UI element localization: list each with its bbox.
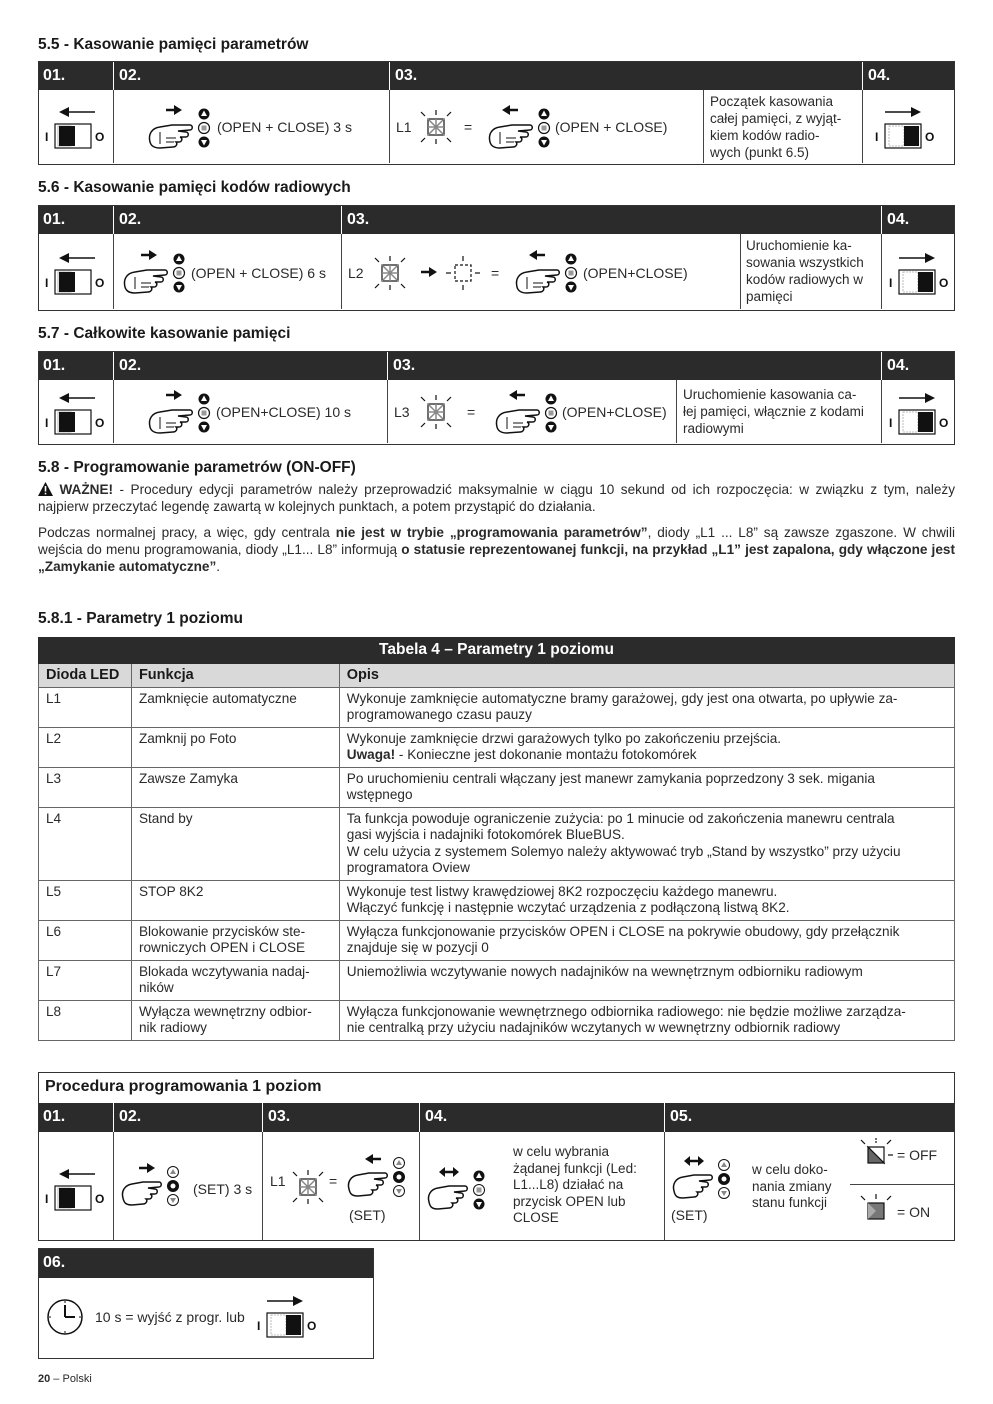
switch-on-icon xyxy=(875,104,939,150)
led-blink-icon xyxy=(373,256,407,290)
step-02: 02. xyxy=(119,211,142,228)
step2-text: (OPEN + CLOSE) 6 s xyxy=(191,265,326,281)
led-label: L3 xyxy=(394,404,410,420)
step-01: 01. xyxy=(43,211,66,228)
hand-buttons-icon xyxy=(513,250,583,294)
switch-on-icon xyxy=(889,250,953,296)
table-row: L3 Zawsze Zamyka Po uruchomieniu centrali włączany jest manewr zamykania poprzedzony 3 sek. migania wstępnego xyxy=(39,767,955,807)
procedure-title: Procedura programowania 1 poziom xyxy=(45,1078,322,1095)
hand-open-close-icon xyxy=(425,1167,491,1211)
table-row: L8 Wyłącza wewnętrzny odbior- nik radiowy Wyłącza funkcjonowanie wewnętrznego odbiornika radiowego: nie będzie możliwe zarządza- nie centralką przy użyciu nadajników wczytanych w wewnętrzny odbiornik radiowy xyxy=(39,1000,955,1040)
steps-table-5-7 xyxy=(38,351,955,445)
col-header-led: Dioda LED xyxy=(39,664,132,688)
col-header-description: Opis xyxy=(339,664,954,688)
led-label: L1 xyxy=(270,1173,286,1189)
hand-set-icon xyxy=(345,1154,411,1198)
step-01: 01. xyxy=(43,67,66,84)
steps-table-5-5 xyxy=(38,61,955,165)
step-01: 01. xyxy=(43,1108,66,1125)
table-row: L5 STOP 8K2 Wykonuje test listwy krawędziowej 8K2 rozpoczęciu każdego manewru. Włączyć funkcję i następnie wczytać urządzenia z podłączoną listwą 8K2. xyxy=(39,880,955,920)
step-03: 03. xyxy=(395,67,418,84)
page-number: 20 xyxy=(38,1373,51,1385)
step2-text: (SET) 3 s xyxy=(193,1181,253,1197)
on-label: = ON xyxy=(897,1204,931,1220)
warning-icon xyxy=(38,482,53,496)
step3-text: (OPEN + CLOSE) xyxy=(555,119,668,135)
step3-description: Uruchomienie kasowania ca- łej pamięci, włącznie z kodami radiowymi xyxy=(683,387,864,436)
warning-text: - Procedury edycji parametrów należy przeprowadzić maksymalnie w ciągu 10 sekund od ich rozpoczęcia: w związku z tym, należy najpierw przeczytać legendę zawartą w kolejnych punktach, a potem przystąpić do działania. xyxy=(38,482,955,514)
hand-set-icon xyxy=(670,1156,736,1200)
section-heading-5-7: 5.7 - Całkowite kasowanie pamięci xyxy=(38,325,291,342)
table-title: Tabela 4 – Parametry 1 poziomu xyxy=(39,638,955,664)
parameters-table xyxy=(38,637,955,1041)
col-header-function: Funkcja xyxy=(131,664,339,688)
table-row: L7 Blokada wczytywania nadaj- ników Uniemożliwia wczytywanie nowych nadajników na wewnętrznym odbiorniku radiowym xyxy=(39,960,955,1000)
switch-on-icon xyxy=(889,390,953,436)
step-05: 05. xyxy=(670,1108,693,1125)
step-04: 04. xyxy=(425,1108,448,1125)
led-label: L2 xyxy=(348,265,364,281)
equals: = xyxy=(491,265,500,281)
step-04: 04. xyxy=(887,357,910,374)
step-02: 02. xyxy=(119,1108,142,1125)
switch-off-icon xyxy=(45,250,109,296)
equals: = xyxy=(329,1173,338,1189)
section-heading-5-8: 5.8 - Programowanie parametrów (ON-OFF) xyxy=(38,459,356,476)
arrow-right-icon xyxy=(421,267,443,279)
table-row: L2 Zamknij po Foto Wykonuje zamknięcie drzwi garażowych tylko po zakończeniu przejścia. Uwaga! - Konieczne jest dokonanie montażu fotokomórek xyxy=(39,727,955,767)
led-off-icon xyxy=(446,256,480,290)
hand-buttons-icon xyxy=(486,105,556,149)
step-06: 06. xyxy=(39,1249,373,1278)
step-03: 03. xyxy=(268,1108,291,1125)
section-heading-5-6: 5.6 - Kasowanie pamięci kodów radiowych xyxy=(38,179,351,196)
led-on-icon xyxy=(859,1194,893,1228)
step3-text: (OPEN+CLOSE) xyxy=(583,265,688,281)
section-heading-5-5: 5.5 - Kasowanie pamięci parametrów xyxy=(38,36,309,53)
hand-buttons-icon xyxy=(146,390,216,434)
step-01: 01. xyxy=(43,357,66,374)
step2-text: (OPEN+CLOSE) 10 s xyxy=(216,404,351,420)
off-label: = OFF xyxy=(897,1147,938,1163)
led-blink-icon xyxy=(419,395,453,429)
language-label: – Polski xyxy=(50,1373,92,1385)
step-06-box xyxy=(38,1248,374,1359)
procedure-box xyxy=(38,1072,955,1241)
led-blink-icon xyxy=(291,1170,325,1204)
table-row: L6 Blokowanie przycisków ste- rowniczych OPEN i CLOSE Wyłącza funkcjonowanie przycisków OPEN i CLOSE na pokrywie obudowy, gdy przełącznik znajduje się w pozycji 0 xyxy=(39,920,955,960)
clock-icon xyxy=(45,1297,85,1337)
exit-text: 10 s = wyjść z progr. lub xyxy=(95,1309,245,1325)
step-03: 03. xyxy=(393,357,416,374)
step3-text: (OPEN+CLOSE) xyxy=(562,404,667,420)
switch-off-icon xyxy=(45,390,109,436)
step3-description: Początek kasowania całej pamięci, z wyjąt- kiem kodów radio- wych (punkt 6.5) xyxy=(710,94,842,160)
warning-label: WAŻNE! xyxy=(59,482,114,497)
hand-buttons-icon xyxy=(493,390,563,434)
section-heading-5-8-1: 5.8.1 - Parametry 1 poziomu xyxy=(38,610,244,627)
step5-set-text: (SET) xyxy=(671,1207,708,1223)
steps-header xyxy=(39,62,954,90)
led-label: L1 xyxy=(396,119,412,135)
hand-buttons-icon xyxy=(146,105,216,149)
step-04: 04. xyxy=(868,67,891,84)
step-03: 03. xyxy=(347,211,370,228)
steps-table-5-6 xyxy=(38,205,955,311)
hand-buttons-icon xyxy=(121,250,191,294)
hand-set-icon xyxy=(119,1163,185,1207)
led-blinking-off-icon xyxy=(859,1138,893,1172)
step5-text: w celu doko- nania zmiany stanu funkcji xyxy=(752,1162,832,1210)
switch-off-icon xyxy=(45,104,109,150)
table-row: L4 Stand by Ta funkcja powoduje ograniczenie zużycia: po 1 minucie od zakończenia manewru centrala gasi wyjścia i nadajniki fotokomórek BlueBUS. W celu użycia z systemem Solemyo należy aktywować tryb „Stand by wszystko” przy użyciu programatora Oview xyxy=(39,807,955,880)
page-footer xyxy=(38,1373,92,1385)
equals: = xyxy=(464,119,473,135)
switch-on-icon xyxy=(257,1293,321,1339)
table-row: L1 Zamknięcie automatyczne Wykonuje zamknięcie automatyczne bramy garażowej, gdy jest ona otwarta, po upływie za- programowanego czasu pauzy xyxy=(39,687,955,727)
step4-text: w celu wybrania żądanej funkcji (Led: L1...L8) działać na przycisk OPEN lub CLOSE xyxy=(513,1144,637,1225)
step-02: 02. xyxy=(119,67,142,84)
step3-text: (SET) xyxy=(349,1207,386,1223)
step-02: 02. xyxy=(119,357,142,374)
warning-paragraph xyxy=(38,481,955,515)
switch-off-icon xyxy=(45,1166,109,1212)
step-04: 04. xyxy=(887,211,910,228)
led-blink-icon xyxy=(419,110,453,144)
info-paragraph: Podczas normalnej pracy, a więc, gdy centrala nie jest w trybie „programowania parametrów”, diody „L1 ... L8” są zawsze zgaszone. W chwili wejścia do menu programowania, diody „L1... L8” informują o statusie reprezentowanej funkcji, na przykład „L1” jest zapalona, gdy włączone jest „Zamykanie automatyczne”. xyxy=(38,525,955,574)
step3-description: Uruchomienie ka- sowania wszystkich kodów radiowych w pamięci xyxy=(746,238,864,304)
equals: = xyxy=(467,404,476,420)
step2-text: (OPEN + CLOSE) 3 s xyxy=(217,119,352,135)
